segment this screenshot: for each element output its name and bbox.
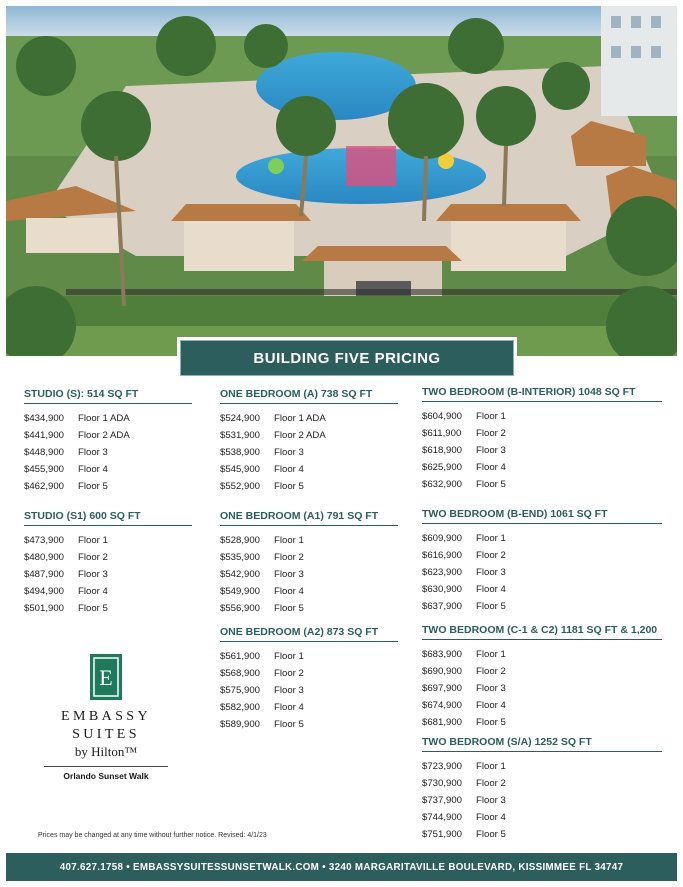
price-row [220, 410, 398, 427]
floor: Floor 1 [274, 651, 304, 662]
floor: Floor 5 [476, 829, 506, 840]
resort-rendering [6, 6, 677, 356]
price-row [422, 459, 662, 476]
price: $448,900 [24, 447, 65, 458]
price-list [220, 648, 398, 733]
floor: Floor 1 [476, 649, 506, 660]
price-row [24, 566, 192, 583]
logo-mark-letter: E [99, 665, 113, 690]
price-row [220, 478, 398, 495]
floor: Floor 4 [476, 584, 506, 595]
price: $751,900 [422, 829, 463, 840]
price-row [220, 600, 398, 617]
price-row [422, 547, 662, 564]
price-row [422, 425, 662, 442]
price: $632,900 [422, 479, 463, 490]
price: $611,900 [422, 428, 462, 439]
price-row [422, 809, 662, 826]
floor: Floor 2 ADA [274, 430, 326, 441]
unit-title: ONE BEDROOM (A) 738 SQ FT [220, 388, 398, 404]
floor: Floor 2 [476, 778, 506, 789]
floor: Floor 3 [274, 569, 304, 580]
floor: Floor 2 ADA [78, 430, 130, 441]
price: $604,900 [422, 411, 463, 422]
price-row [422, 646, 662, 663]
price: $730,900 [422, 778, 463, 789]
price: $575,900 [220, 685, 261, 696]
price-row [220, 682, 398, 699]
floor: Floor 5 [476, 717, 506, 728]
price-row [24, 444, 192, 461]
price: $501,900 [24, 603, 65, 614]
price: $487,900 [24, 569, 65, 580]
price: $674,900 [422, 700, 463, 711]
price-row [24, 478, 192, 495]
price-row [422, 442, 662, 459]
price-row [220, 648, 398, 665]
unit-title: ONE BEDROOM (A1) 791 SQ FT [220, 510, 398, 526]
price: $531,900 [220, 430, 261, 441]
price-row [422, 758, 662, 775]
floor: Floor 2 [78, 552, 108, 563]
floor: Floor 2 [476, 428, 506, 439]
price: $441,900 [24, 430, 65, 441]
price-row [422, 598, 662, 615]
price: $462,900 [24, 481, 65, 492]
floor: Floor 3 [476, 445, 506, 456]
price-list [422, 530, 662, 615]
price: $737,900 [422, 795, 463, 806]
price: $609,900 [422, 533, 463, 544]
floor: Floor 3 [476, 683, 506, 694]
price-list [220, 532, 398, 617]
floor: Floor 4 [476, 812, 506, 823]
embassy-suites-logo [38, 654, 174, 781]
price-row [24, 600, 192, 617]
price: $535,900 [220, 552, 261, 563]
price-list [24, 410, 192, 495]
price: $561,900 [220, 651, 261, 662]
price: $690,900 [422, 666, 463, 677]
price: $568,900 [220, 668, 261, 679]
price-row [422, 680, 662, 697]
price-row [220, 444, 398, 461]
pricing-disclaimer: Prices may be changed at any time without further notice. Revised: 4/1/23 [38, 832, 267, 839]
floor: Floor 2 [476, 550, 506, 561]
floor: Floor 3 [274, 685, 304, 696]
price: $744,900 [422, 812, 463, 823]
price-row [422, 581, 662, 598]
price-list [24, 532, 192, 617]
price-row [220, 549, 398, 566]
price-row [220, 532, 398, 549]
price: $582,900 [220, 702, 261, 713]
floor: Floor 4 [476, 700, 506, 711]
price: $473,900 [24, 535, 65, 546]
price-list [220, 410, 398, 495]
title-banner [177, 337, 517, 379]
price: $528,900 [220, 535, 261, 546]
price: $556,900 [220, 603, 261, 614]
floor: Floor 4 [274, 586, 304, 597]
logo-divider [44, 766, 168, 767]
price: $623,900 [422, 567, 463, 578]
price: $683,900 [422, 649, 463, 660]
floor: Floor 1 ADA [274, 413, 326, 424]
price: $545,900 [220, 464, 261, 475]
price: $630,900 [422, 584, 463, 595]
price-row [422, 408, 662, 425]
price: $637,900 [422, 601, 463, 612]
unit-block [220, 388, 398, 495]
floor: Floor 1 ADA [78, 413, 130, 424]
price: $542,900 [220, 569, 261, 580]
unit-title: STUDIO (S): 514 SQ FT [24, 388, 192, 404]
price: $589,900 [220, 719, 261, 730]
floor: Floor 3 [476, 567, 506, 578]
price-row [220, 583, 398, 600]
unit-block [24, 388, 192, 495]
page-title: BUILDING FIVE PRICING [253, 349, 441, 367]
unit-title: ONE BEDROOM (A2) 873 SQ FT [220, 626, 398, 642]
brand-name-line-2: SUITES [72, 727, 140, 742]
unit-block [220, 626, 398, 733]
floor: Floor 1 [78, 535, 108, 546]
unit-block [422, 624, 662, 731]
price-row [422, 697, 662, 714]
price: $697,900 [422, 683, 463, 694]
floor: Floor 1 [274, 535, 304, 546]
price: $494,900 [24, 586, 65, 597]
price-row [24, 583, 192, 600]
price: $455,900 [24, 464, 65, 475]
contact-footer [6, 853, 677, 881]
floor: Floor 3 [78, 569, 108, 580]
price: $549,900 [220, 586, 261, 597]
unit-title: TWO BEDROOM (C-1 & C2) 1181 SQ FT & 1,200 [422, 624, 662, 640]
title-banner-inner [180, 340, 514, 376]
price-row [220, 427, 398, 444]
price-row [24, 549, 192, 566]
unit-block [220, 510, 398, 617]
price: $434,900 [24, 413, 65, 424]
price: $723,900 [422, 761, 463, 772]
floor: Floor 5 [78, 603, 108, 614]
floor: Floor 2 [274, 668, 304, 679]
price-row [24, 427, 192, 444]
price-row [24, 461, 192, 478]
unit-title: TWO BEDROOM (B-INTERIOR) 1048 SQ FT [422, 386, 662, 402]
floor: Floor 5 [78, 481, 108, 492]
price-row [24, 410, 192, 427]
floor: Floor 5 [274, 603, 304, 614]
floor: Floor 1 [476, 411, 506, 422]
price: $524,900 [220, 413, 261, 424]
floor: Floor 3 [78, 447, 108, 458]
price-row [220, 716, 398, 733]
price: $552,900 [220, 481, 261, 492]
unit-title: TWO BEDROOM (S/A) 1252 SQ FT [422, 736, 662, 752]
price-list [422, 758, 662, 843]
price-row [220, 699, 398, 716]
unit-block [422, 386, 662, 493]
brand-name-line-3: by Hilton™ [74, 744, 138, 759]
floor: Floor 5 [476, 601, 506, 612]
unit-block [24, 510, 192, 617]
price-row [422, 564, 662, 581]
floor: Floor 3 [476, 795, 506, 806]
price-row [220, 665, 398, 682]
property-location: Orlando Sunset Walk [63, 771, 149, 781]
price-row [422, 663, 662, 680]
floor: Floor 5 [476, 479, 506, 490]
floor: Floor 1 [476, 761, 506, 772]
floor: Floor 3 [274, 447, 304, 458]
unit-title: TWO BEDROOM (B-END) 1061 SQ FT [422, 508, 662, 524]
price: $618,900 [422, 445, 463, 456]
price-row [422, 775, 662, 792]
floor: Floor 4 [274, 464, 304, 475]
price-row [422, 792, 662, 809]
price-list [422, 646, 662, 731]
floor: Floor 5 [274, 481, 304, 492]
price-list [422, 408, 662, 493]
price: $681,900 [422, 717, 463, 728]
price-row [220, 461, 398, 478]
contact-info: 407.627.1758 • EMBASSYSUITESSUNSETWALK.COM • 3240 MARGARITAVILLE BOULEVARD, KISSIMMEE FL 34747 [59, 861, 624, 873]
price: $480,900 [24, 552, 65, 563]
unit-block [422, 508, 662, 615]
floor: Floor 4 [476, 462, 506, 473]
floor: Floor 1 [476, 533, 506, 544]
floor: Floor 5 [274, 719, 304, 730]
price-row [422, 714, 662, 731]
price: $538,900 [220, 447, 261, 458]
floor: Floor 4 [78, 586, 108, 597]
price-row [422, 530, 662, 547]
price-row [24, 532, 192, 549]
logo-mark-icon [90, 654, 122, 700]
unit-title: STUDIO (S1) 600 SQ FT [24, 510, 192, 526]
unit-block [422, 736, 662, 843]
floor: Floor 2 [476, 666, 506, 677]
price: $625,900 [422, 462, 463, 473]
price-row [422, 826, 662, 843]
price: $616,900 [422, 550, 463, 561]
floor: Floor 2 [274, 552, 304, 563]
brand-name-line-1: EMBASSY [61, 709, 151, 724]
price-row [422, 476, 662, 493]
floor: Floor 4 [78, 464, 108, 475]
floor: Floor 4 [274, 702, 304, 713]
price-row [220, 566, 398, 583]
